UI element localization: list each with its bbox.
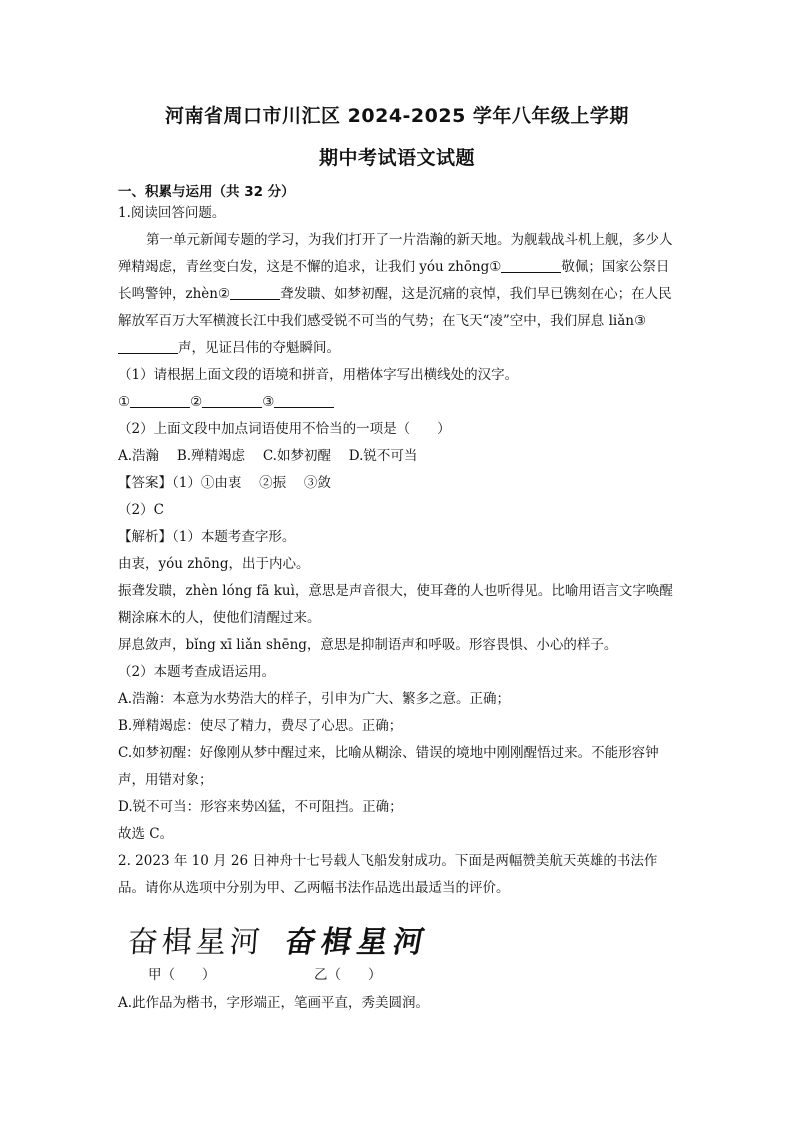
calligraphy-images	[126, 917, 688, 960]
q1-stem: 1.阅读回答问题。	[118, 205, 226, 221]
analysis-2: （2）本题考查成语运用。	[118, 664, 276, 680]
conclusion: 故选 C。	[118, 826, 174, 842]
label-yi: 乙（ ）	[314, 967, 382, 983]
section-heading: 一、积累与运用（共 32 分）	[118, 184, 295, 200]
answer-blank-2	[202, 393, 262, 408]
label-jia: 甲（ ）	[148, 967, 216, 983]
answer-2: （2）C	[118, 502, 164, 518]
option-b-explain: B.殚精竭虑：使尽了精力，费尽了心思。正确；	[118, 718, 403, 734]
q2-option-a: A.此作品为楷书，字形端正，笔画平直，秀美圆润。	[118, 995, 430, 1011]
answer-blank-1	[130, 393, 190, 408]
question-content	[118, 200, 678, 902]
answer-label: 【答案】	[118, 475, 172, 491]
explain-1: 由衷，yóu zhōng，出于内心。	[118, 556, 310, 572]
passage-part-2: 敬佩；国家公祭日长鸣警钟，zhèn②	[118, 259, 670, 302]
calligraphy-a: 奋楫星河	[126, 925, 265, 960]
blank-3	[118, 339, 178, 354]
analysis-1: （1）本题考查字形。	[172, 529, 296, 545]
explain-2: 振聋发聩，zhèn lóng fā kuì，意思是声音很大，使耳聋的人也听得见。比喻用语言文字唤醒糊涂麻木的人，使他们清醒过来。	[118, 583, 673, 626]
blank-2	[230, 285, 280, 300]
option-d-explain: D.锐不可当：形容来势凶猛，不可阻挡。正确；	[118, 799, 403, 815]
answer-blanks-row	[118, 389, 678, 416]
answer-1: （1）①由衷 ②振 ③敛	[172, 475, 331, 491]
q1-passage	[118, 227, 678, 362]
blank-mark-2: ②	[190, 394, 203, 410]
answer-line	[118, 470, 678, 497]
page-title: 河南省周口市川汇区 2024-2025 学年八年级上学期	[165, 105, 629, 127]
analysis-label: 【解析】	[118, 529, 172, 545]
passage-part-1: 第一单元新闻专题的学习，为我们打开了一片浩瀚的新天地。为舰载战斗机上舰，多少人殚精竭虑，青丝变白发，这是不懈的追求，让我们 yóu zhōng①	[118, 232, 673, 275]
blank-1	[501, 258, 561, 273]
analysis-line	[118, 524, 678, 551]
blank-mark-3: ③	[262, 394, 275, 410]
q2-stem: 2. 2023 年 10 月 26 日神舟十七号载人飞船发射成功。下面是两幅赞美航天英雄的书法作品。请你从选项中分别为甲、乙两幅书法作品选出最适当的评价。	[118, 853, 658, 896]
q1-sub1: （1）请根据上面文段的语境和拼音，用楷体字写出横线处的汉字。	[118, 367, 519, 383]
q1-options: A.浩瀚 B.殚精竭虑 C.如梦初醒 D.锐不可当	[118, 448, 418, 464]
blank-mark-1: ①	[118, 394, 131, 410]
passage-part-4: 声，见证吕伟的夺魁瞬间。	[178, 340, 340, 356]
option-a-explain: A.浩瀚：本意为水势浩大的样子，引申为广大、繁多之意。正确；	[118, 691, 511, 707]
calligraphy-b: 奋楫星河	[282, 925, 433, 960]
answer-blank-3	[274, 393, 334, 408]
page-subtitle: 期中考试语文试题	[318, 147, 475, 169]
explain-3: 屏息敛声，bǐng xī liǎn shēng，意思是抑制语声和呼吸。形容畏惧、小心的样子。	[118, 637, 618, 653]
q1-sub2: （2）上面文段中加点词语使用不恰当的一项是（ ）	[118, 421, 451, 437]
passage-part-3: 聋发聩、如梦初醒，这是沉痛的哀悼，我们早已镌刻在心；在人民解放军百万大军横渡长江中我们感受锐不可当的气势；在飞天“凌”空中，我们屏息 liǎn③	[118, 286, 672, 329]
option-c-explain: C.如梦初醒：好像刚从梦中醒过来，比喻从糊涂、错误的境地中刚刚醒悟过来。不能形容钟声，用错对象；	[118, 745, 659, 788]
